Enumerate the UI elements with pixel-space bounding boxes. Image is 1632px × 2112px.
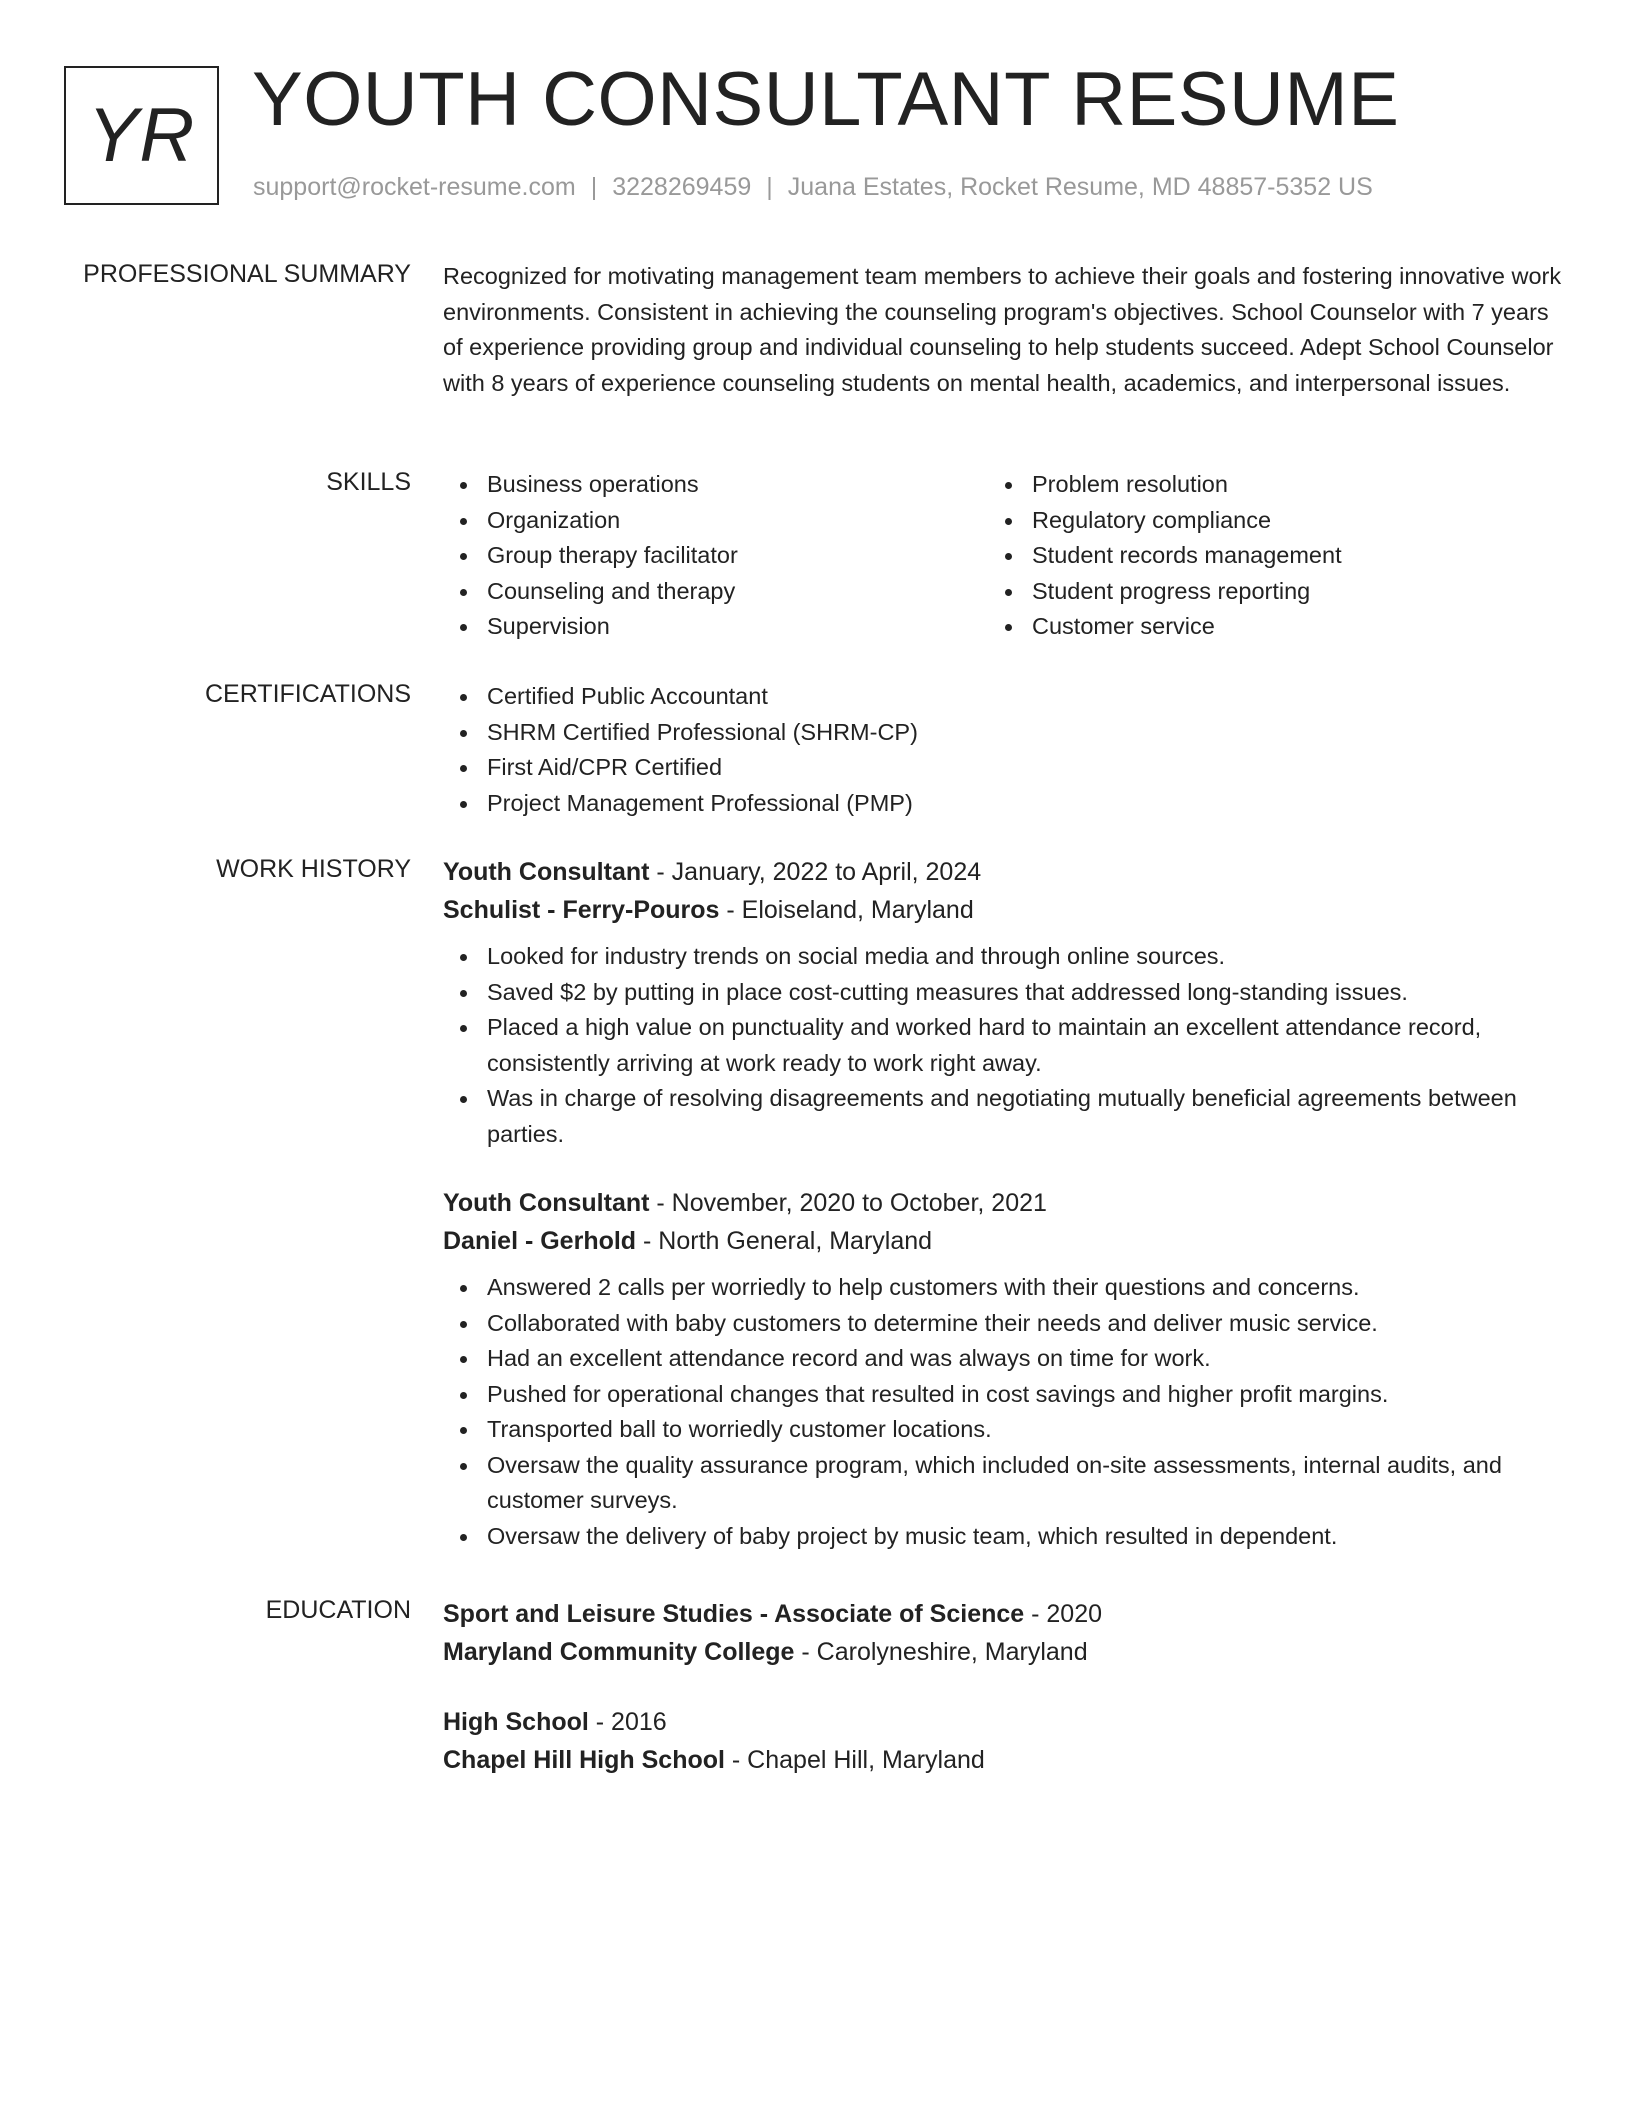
education-entry xyxy=(443,1703,1573,1779)
list-item: Was in charge of resolving disagreements and negotiating mutually beneficial agreements between parties. xyxy=(443,1081,1573,1152)
job-entry xyxy=(443,853,1573,1152)
contact-separator: | xyxy=(590,173,598,201)
contact-separator: | xyxy=(766,173,773,201)
job-dates: - November, 2020 to October, 2021 xyxy=(649,1189,1047,1217)
certifications-list xyxy=(443,679,1573,821)
certifications-body xyxy=(443,679,1573,821)
job-company: Schulist - Ferry-Pouros xyxy=(443,896,720,924)
job-entry xyxy=(443,1184,1573,1554)
section-heading-certifications: CERTIFICATIONS xyxy=(204,680,411,708)
list-item: Student progress reporting xyxy=(988,574,1533,610)
list-item: Placed a high value on punctuality and worked hard to maintain an excellent attendance record, consistently arriving at work ready to work right away. xyxy=(443,1010,1573,1081)
degree: High School xyxy=(443,1708,589,1736)
degree: Sport and Leisure Studies - Associate of Science xyxy=(443,1600,1025,1628)
list-item: Oversaw the quality assurance program, which included on-site assessments, internal audits, and customer surveys. xyxy=(443,1448,1573,1519)
job-company-line xyxy=(443,1222,1573,1260)
work-history-body xyxy=(443,853,1573,1554)
list-item: Saved $2 by putting in place cost-cutting measures that addressed long-standing issues. xyxy=(443,975,1573,1011)
section-heading-education: EDUCATION xyxy=(265,1596,411,1624)
education-entry xyxy=(443,1595,1573,1671)
job-title: Youth Consultant xyxy=(443,1189,650,1217)
list-item: Certified Public Accountant xyxy=(443,679,1573,715)
list-item: First Aid/CPR Certified xyxy=(443,750,1573,786)
list-item: Had an excellent attendance record and was always on time for work. xyxy=(443,1341,1573,1377)
job-bullets xyxy=(443,939,1573,1152)
contact-line xyxy=(253,173,1373,202)
school-location: - Chapel Hill, Maryland xyxy=(724,1746,985,1774)
list-item: Looked for industry trends on social media and through online sources. xyxy=(443,939,1573,975)
section-heading-summary: PROFESSIONAL SUMMARY xyxy=(83,260,411,288)
list-item: Oversaw the delivery of baby project by music team, which resulted in dependent. xyxy=(443,1519,1573,1555)
list-item: Customer service xyxy=(988,609,1533,645)
monogram-logo xyxy=(64,66,219,205)
contact-address: Juana Estates, Rocket Resume, MD 48857-5352 US xyxy=(787,173,1373,201)
degree-line xyxy=(443,1703,1573,1741)
list-item: Business operations xyxy=(443,467,988,503)
job-title-line xyxy=(443,853,1573,891)
list-item: Regulatory compliance xyxy=(988,503,1533,539)
job-title-line xyxy=(443,1184,1573,1222)
list-item: SHRM Certified Professional (SHRM-CP) xyxy=(443,715,1573,751)
job-company: Daniel - Gerhold xyxy=(443,1227,637,1255)
degree-line xyxy=(443,1595,1573,1633)
degree-year: - 2016 xyxy=(588,1708,667,1736)
school-line xyxy=(443,1633,1573,1671)
monogram-text: YR xyxy=(87,93,196,178)
school: Chapel Hill High School xyxy=(443,1746,725,1774)
list-item: Answered 2 calls per worriedly to help customers with their questions and concerns. xyxy=(443,1270,1573,1306)
list-item: Pushed for operational changes that resulted in cost savings and higher profit margins. xyxy=(443,1377,1573,1413)
job-dates: - January, 2022 to April, 2024 xyxy=(649,858,982,886)
list-item: Organization xyxy=(443,503,988,539)
job-company-line xyxy=(443,891,1573,929)
skills-list-right xyxy=(988,467,1533,645)
education-body xyxy=(443,1595,1573,1779)
job-title: Youth Consultant xyxy=(443,858,650,886)
list-item: Counseling and therapy xyxy=(443,574,988,610)
contact-phone: 3228269459 xyxy=(612,173,752,201)
list-item: Supervision xyxy=(443,609,988,645)
contact-email: support@rocket-resume.com xyxy=(253,173,576,201)
degree-year: - 2020 xyxy=(1024,1600,1103,1628)
list-item: Group therapy facilitator xyxy=(443,538,988,574)
list-item: Problem resolution xyxy=(988,467,1533,503)
skills-list-left xyxy=(443,467,988,645)
school: Maryland Community College xyxy=(443,1638,795,1666)
section-heading-work: WORK HISTORY xyxy=(216,855,411,883)
list-item: Collaborated with baby customers to determine their needs and deliver music service. xyxy=(443,1306,1573,1342)
summary-text: Recognized for motivating management team members to achieve their goals and fostering innovative work environments. Consistent in achieving the counseling program's objectives. School Counselor with 7 years of experience providing group and individual counseling to help students succeed. Adept School Counselor with 8 years of experience counseling students on mental health, academics, and interpersonal issues. xyxy=(443,263,1562,396)
section-heading-skills: SKILLS xyxy=(326,468,411,496)
list-item: Project Management Professional (PMP) xyxy=(443,786,1573,822)
job-location: - Eloiseland, Maryland xyxy=(719,896,974,924)
skills-columns xyxy=(443,467,1573,645)
school-location: - Carolyneshire, Maryland xyxy=(794,1638,1088,1666)
job-location: - North General, Maryland xyxy=(636,1227,933,1255)
page-title: YOUTH CONSULTANT RESUME xyxy=(252,57,1400,142)
job-bullets xyxy=(443,1270,1573,1554)
school-line xyxy=(443,1741,1573,1779)
list-item: Transported ball to worriedly customer locations. xyxy=(443,1412,1573,1448)
list-item: Student records management xyxy=(988,538,1533,574)
